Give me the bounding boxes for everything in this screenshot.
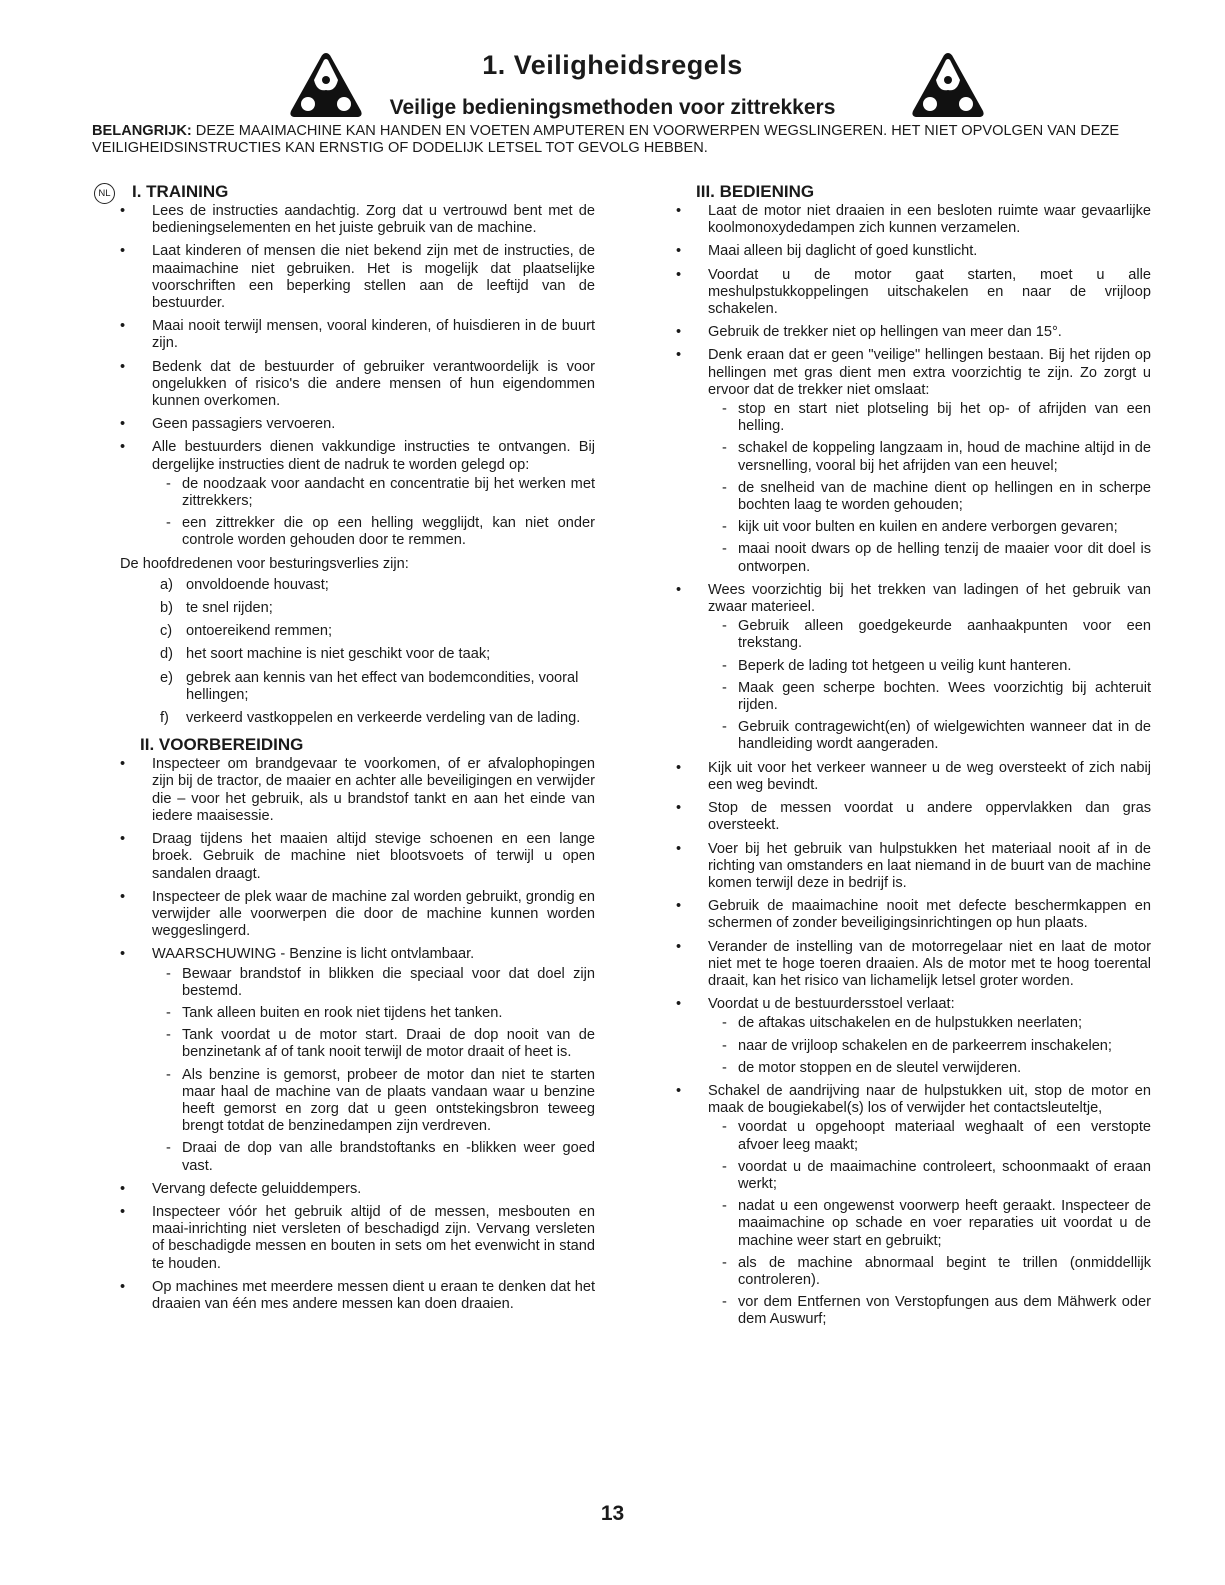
causes-list bbox=[120, 577, 595, 727]
fuel-sub-list bbox=[152, 966, 595, 1175]
sub-list-item: - Gebruik alleen goedgekeurde aanhaakpunten voor een trekstang. bbox=[708, 618, 1151, 652]
list-item: • Maai alleen bij daglicht of goed kunstlicht. bbox=[676, 243, 1151, 260]
sub-list-item: - maai nooit dwars op de helling tenzij de maaier voor dit doel is ontworpen. bbox=[708, 541, 1151, 575]
list-item: • Laat kinderen of mensen die niet bekend zijn met de instructies, de maaimachine niet gebruiken. Het is mogelijk dat plaatselijke voorschriften een beperking stellen aan de leeftijd van de bestuurder. bbox=[120, 243, 595, 312]
sub-list-item: - stop en start niet plotseling bij het op- of afrijden van een helling. bbox=[708, 401, 1151, 435]
cause-item bbox=[120, 623, 595, 640]
list-item bbox=[676, 582, 1151, 754]
sub-list-item: - vor dem Entfernen von Verstopfungen aus dem Mähwerk oder dem Auswurf; bbox=[708, 1294, 1151, 1328]
sub-list-item: - Draai de dop van alle brandstoftanks en -blikken weer goed vast. bbox=[152, 1140, 595, 1174]
page-number: 13 bbox=[600, 1502, 625, 1525]
list-item: • Voer bij het gebruik van hulpstukken het materiaal nooit af in de richting van omstanders en laat niemand in de buurt van de machine komen terwijl deze in bedrijf is. bbox=[676, 841, 1151, 893]
cause-item bbox=[120, 670, 595, 704]
cause-item bbox=[120, 600, 595, 617]
sub-list-item: - Als benzine is gemorst, probeer de motor dan niet te starten maar haal de machine van de plaats vandaan waar u benzine heeft gemorst en zorg dat u geen ontstekingsbron teweeg brengt totdat de benzinedampen zijn verdreven. bbox=[152, 1067, 595, 1136]
causes-intro: De hoofdredenen voor besturingsverlies zijn: bbox=[120, 555, 409, 572]
cause-label: a) bbox=[160, 576, 173, 593]
cause-label: e) bbox=[160, 669, 173, 686]
section-heading-operation: III. BEDIENING bbox=[696, 182, 815, 201]
section-heading-preparation: II. VOORBEREIDING bbox=[140, 735, 304, 755]
list-item-text: WAARSCHUWING - Benzine is licht ontvlambaar. bbox=[152, 946, 475, 963]
leave-seat-sub-list bbox=[708, 1015, 1151, 1077]
preparation-list bbox=[120, 756, 595, 1313]
cause-label: c) bbox=[160, 623, 173, 640]
list-item: • Laat de motor niet draaien in een besloten ruimte waar gevaarlijke koolmonoxydedampen zich kunnen verzamelen. bbox=[676, 203, 1151, 237]
cause-text: ontoereikend remmen; bbox=[186, 623, 333, 640]
disengage-sub-list bbox=[708, 1119, 1151, 1328]
cause-text: onvoldoende houvast; bbox=[186, 576, 329, 593]
list-item: • Voordat u de motor gaat starten, moet u alle meshulpstukkoppelingen uitschakelen en naar de vrijloop schakelen. bbox=[676, 267, 1151, 319]
sub-list-item: - als de machine abnormaal begint te trillen (onmiddellijk controleren). bbox=[708, 1255, 1151, 1289]
slope-sub-list bbox=[708, 401, 1151, 576]
cause-item bbox=[120, 710, 595, 727]
list-item: • Inspecteer om brandgevaar te voorkomen, of er afvalophopingen zijn bij de tractor, de maaier en achter alle beveiligingen en verwijder die – voor het gebruik, als u brandstof tankt en aan het einde van iedere maaisessie. bbox=[120, 756, 595, 825]
sub-list-item: - voordat u opgehoopt materiaal weghaalt of een verstopte afvoer leeg maakt; bbox=[708, 1119, 1151, 1153]
list-item: • Inspecteer vóór het gebruik altijd of de messen, mesbouten en maai-inrichting niet versleten of beschadigd zijn. Vervang versleten of beschadigde messen en bouten in sets om het evenwicht in stand te houden. bbox=[120, 1204, 595, 1273]
list-item: • Stop de messen voordat u andere oppervlakken dan gras oversteekt. bbox=[676, 800, 1151, 834]
sub-list-item: - Beperk de lading tot hetgeen u veilig kunt hanteren. bbox=[708, 658, 1151, 675]
training-sub-list bbox=[152, 476, 595, 550]
important-notice bbox=[92, 123, 1142, 157]
list-item bbox=[676, 347, 1151, 575]
list-item: • Vervang defecte geluiddempers. bbox=[120, 1181, 595, 1198]
warning-triangle-icon bbox=[910, 50, 986, 120]
list-item: • Op machines met meerdere messen dient u eraan te denken dat het draaien van één mes andere messen kan doen draaien. bbox=[120, 1279, 595, 1313]
operation-list bbox=[676, 203, 1151, 1329]
list-item: • Geen passagiers vervoeren. bbox=[120, 416, 595, 433]
list-item: • Inspecteer de plek waar de machine zal worden gebruikt, grondig en verwijder alle voorwerpen die door de machine kunnen worden weggeslingerd. bbox=[120, 889, 595, 941]
list-item: • Gebruik de maaimachine nooit met defecte beschermkappen en schermen of zonder beveiligingsinrichtingen op hun plaats. bbox=[676, 898, 1151, 932]
section-heading-training: I. TRAINING bbox=[132, 182, 229, 201]
sub-list-item: - Tank alleen buiten en rook niet tijdens het tanken. bbox=[152, 1005, 595, 1022]
cause-item bbox=[120, 646, 595, 663]
sub-list-item: - de noodzaak voor aandacht en concentratie bij het werken met zittrekkers; bbox=[152, 476, 595, 510]
cause-label: d) bbox=[160, 646, 173, 663]
sub-list-item: - voordat u de maaimachine controleert, schoonmaakt of eraan werkt; bbox=[708, 1159, 1151, 1193]
sub-list-item: - Maak geen scherpe bochten. Wees voorzichtig bij achteruit rijden. bbox=[708, 680, 1151, 714]
sub-list-item: - Tank voordat u de motor start. Draai de dop nooit van de benzinetank af of tank nooit terwijl de motor draait of heet is. bbox=[152, 1027, 595, 1061]
list-item: • Lees de instructies aandachtig. Zorg dat u vertrouwd bent met de bedieningselementen en het juiste gebruik van de machine. bbox=[120, 203, 595, 237]
list-item: • Kijk uit voor het verkeer wanneer u de weg oversteekt of zich nabij een weg bevindt. bbox=[676, 760, 1151, 794]
sub-list-item: - de motor stoppen en de sleutel verwijderen. bbox=[708, 1060, 1151, 1077]
page-subtitle: Veilige bedieningsmethoden voor zittrekkers bbox=[389, 96, 836, 119]
list-item bbox=[120, 946, 595, 1174]
sub-list-item: - naar de vrijloop schakelen en de parkeerrem inschakelen; bbox=[708, 1038, 1151, 1055]
sub-list-item: - Gebruik contragewicht(en) of wielgewichten wanneer dat in de handleiding wordt aangeraden. bbox=[708, 719, 1151, 753]
sub-list-item: - nadat u een ongewenst voorwerp heeft geraakt. Inspecteer de maaimachine op schade en voer reparaties uit voordat u de machine weer start en gebruikt; bbox=[708, 1198, 1151, 1250]
cause-label: f) bbox=[160, 710, 169, 727]
cause-text: te snel rijden; bbox=[186, 600, 273, 617]
list-item bbox=[676, 1083, 1151, 1329]
list-item-text: Schakel de aandrijving naar de hulpstukken uit, stop de motor en maak de bougiekabel(s) los of verwijder het contactsleuteltje, bbox=[708, 1082, 1151, 1117]
sub-list-item: - de snelheid van de machine dient op hellingen en in scherpe bochten laag te worden gehouden; bbox=[708, 480, 1151, 514]
list-item bbox=[676, 996, 1151, 1077]
cause-text: gebrek aan kennis van het effect van bodemcondities, vooral hellingen; bbox=[186, 669, 579, 703]
list-item-text: Denk eraan dat er geen "veilige" hellingen bestaan. Bij het rijden op hellingen met gras dient men extra voorzichtig te zijn. Zo zorgt u ervoor dat de trekker niet omslaat: bbox=[708, 347, 1151, 398]
sub-list-item: - de aftakas uitschakelen en de hulpstukken neerlaten; bbox=[708, 1015, 1151, 1032]
sub-list-item: - kijk uit voor bulten en kuilen en andere verborgen gevaren; bbox=[708, 519, 1151, 536]
towing-sub-list bbox=[708, 618, 1151, 753]
list-item: • Gebruik de trekker niet op hellingen van meer dan 15°. bbox=[676, 324, 1151, 341]
important-text: DEZE MAAIMACHINE KAN HANDEN EN VOETEN AMPUTEREN EN VOORWERPEN WEGSLINGEREN. HET NIET OPVOLGEN VAN DEZE VEILIGHEIDSINSTRUCTIES KAN ERNSTIG OF DODELIJK LETSEL TOT GEVOLG HEBBEN. bbox=[92, 123, 1120, 156]
list-item: • Verander de instelling van de motorregelaar niet en laat de motor niet met te hoge toeren draaien. Als de motor met te hoog toerental draait, kan het risico van lichamelijk letsel groter worden. bbox=[676, 939, 1151, 991]
training-list bbox=[120, 203, 595, 550]
list-item: • Maai nooit terwijl mensen, vooral kinderen, of huisdieren in de buurt zijn. bbox=[120, 318, 595, 352]
page-title: 1. Veiligheidsregels bbox=[482, 50, 743, 80]
important-label: BELANGRIJK: bbox=[92, 123, 192, 139]
sub-list-item: - Bewaar brandstof in blikken die speciaal voor dat doel zijn bestemd. bbox=[152, 966, 595, 1000]
left-column bbox=[120, 182, 595, 1319]
cause-item bbox=[120, 577, 595, 594]
sub-list-item: - een zittrekker die op een helling wegglijdt, kan niet onder controle worden gehouden door te remmen. bbox=[152, 515, 595, 549]
cause-text: verkeerd vastkoppelen en verkeerde verdeling van de lading. bbox=[186, 710, 581, 727]
list-item bbox=[120, 439, 595, 549]
cause-text: het soort machine is niet geschikt voor de taak; bbox=[186, 646, 491, 663]
page-header bbox=[0, 40, 1225, 120]
list-item-text: Alle bestuurders dienen vakkundige instructies te ontvangen. Bij dergelijke instructies dient de nadruk te worden gelegd op: bbox=[152, 439, 595, 473]
list-item-text: Wees voorzichtig bij het trekken van ladingen of het gebruik van zwaar materieel. bbox=[708, 581, 1151, 616]
right-column bbox=[676, 182, 1151, 1335]
cause-label: b) bbox=[160, 600, 173, 617]
list-item: • Bedenk dat de bestuurder of gebruiker verantwoordelijk is voor ongelukken of risico's die andere mensen of hun eigendommen kunnen overkomen. bbox=[120, 359, 595, 411]
language-badge: NL bbox=[94, 183, 115, 204]
sub-list-item: - schakel de koppeling langzaam in, houd de machine altijd in de versnelling, vooral bij het afrijden van een heuvel; bbox=[708, 440, 1151, 474]
list-item-text: Voordat u de bestuurdersstoel verlaat: bbox=[708, 996, 955, 1013]
list-item: • Draag tijdens het maaien altijd stevige schoenen en een lange broek. Gebruik de machine niet blootsvoets of terwijl u open sandalen draagt. bbox=[120, 831, 595, 883]
